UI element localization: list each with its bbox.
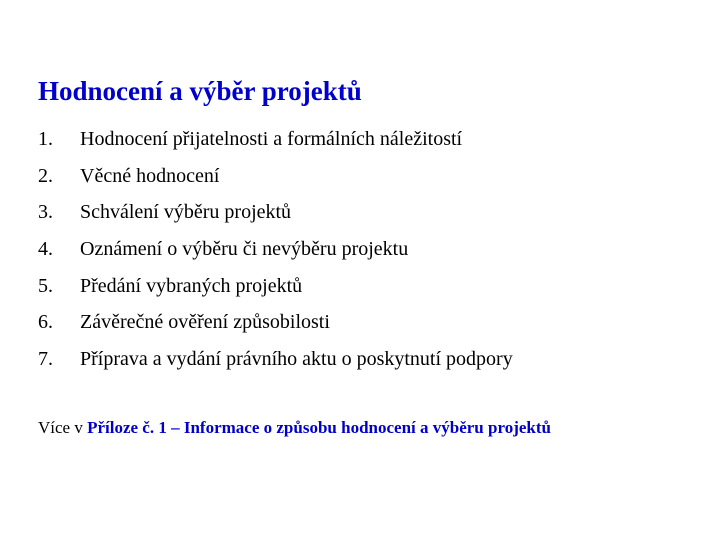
step-label: Schválení výběru projektů bbox=[80, 201, 292, 224]
step-label: Předání vybraných projektů bbox=[80, 274, 303, 297]
step-number: 2. bbox=[38, 164, 53, 187]
step-label: Příprava a vydání právního aktu o poskytnutí podpory bbox=[80, 348, 513, 371]
list-item bbox=[38, 158, 513, 195]
appendix-reference-prefix: Více v bbox=[38, 418, 88, 437]
list-item bbox=[38, 304, 513, 341]
list-item bbox=[38, 121, 513, 158]
list-item bbox=[38, 231, 513, 268]
step-number: 5. bbox=[38, 274, 53, 297]
list-item bbox=[38, 268, 513, 305]
step-number: 1. bbox=[38, 128, 53, 150]
step-number: 4. bbox=[38, 238, 53, 261]
appendix-link[interactable]: Příloze č. 1 – Informace o způsobu hodnocení a výběru projektů bbox=[87, 418, 551, 437]
step-label: Hodnocení přijatelnosti a formálních náležitostí bbox=[80, 128, 463, 150]
step-label: Závěrečné ověření způsobilosti bbox=[80, 311, 330, 334]
step-label: Oznámení o výběru či nevýběru projektu bbox=[80, 238, 409, 261]
step-label: Věcné hodnocení bbox=[80, 164, 220, 187]
list-item bbox=[38, 341, 513, 378]
step-number: 6. bbox=[38, 311, 53, 334]
appendix-reference bbox=[38, 418, 551, 438]
page-title: Hodnocení a výběr projektů bbox=[38, 76, 362, 106]
process-steps-list bbox=[38, 121, 513, 378]
step-number: 3. bbox=[38, 201, 53, 224]
step-number: 7. bbox=[38, 348, 53, 371]
list-item bbox=[38, 194, 513, 231]
